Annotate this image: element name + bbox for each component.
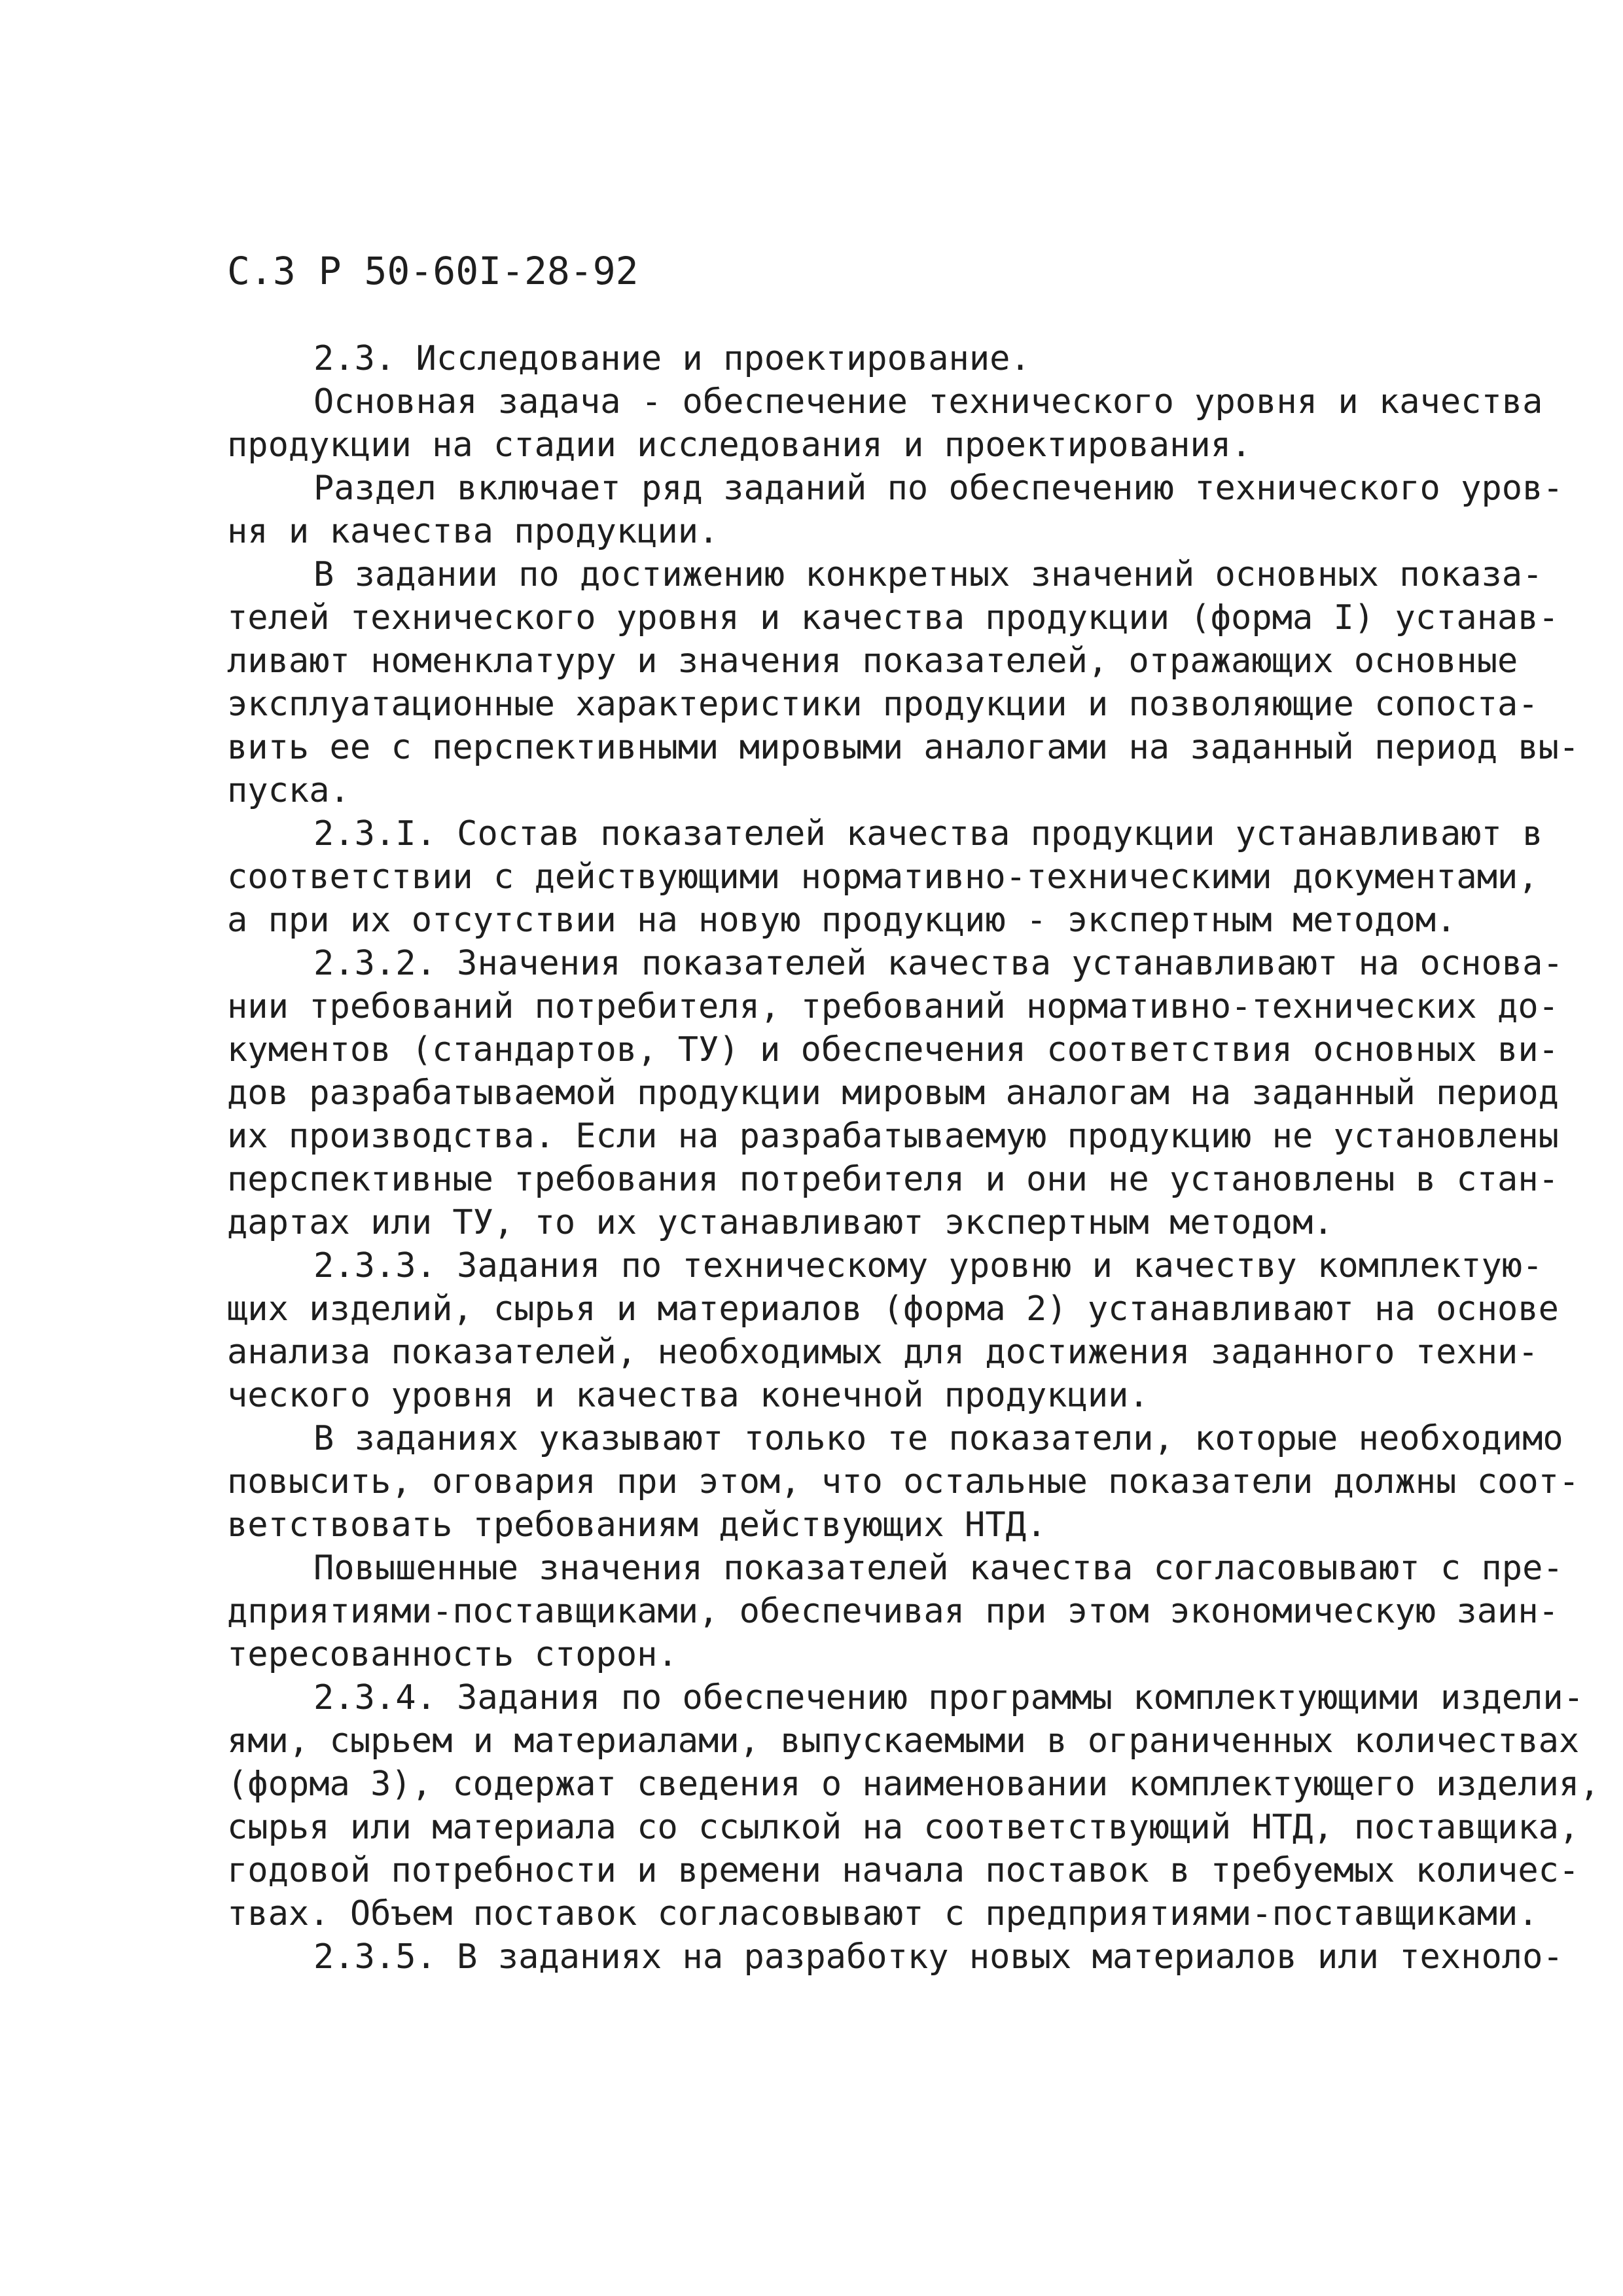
page-header: С.3 Р 50-60I-28-92 <box>227 249 639 293</box>
text-line: нии требований потребителя, требований нормативно-технических до- <box>227 987 1559 1026</box>
text-line: анализа показателей, необходимых для достижения заданного техни- <box>227 1333 1539 1372</box>
text-line: ливают номенклатуру и значения показателей, отражающих основные <box>227 641 1518 681</box>
document-body <box>227 337 1600 1979</box>
text-line: Раздел включает ряд заданий по обеспечению технического уров- <box>313 469 1563 508</box>
text-line: В задании по достижению конкретных значений основных показа- <box>313 555 1543 594</box>
text-line: соответствии с действующими нормативно-техническими документами, <box>227 857 1539 897</box>
text-line: 2.3.5. В заданиях на разработку новых материалов или техноло- <box>313 1937 1563 1977</box>
text-line: а при их отсутствии на новую продукцию - экспертным методом. <box>227 901 1457 940</box>
text-line: Повышенные значения показателей качества согласовывают с пре- <box>313 1549 1563 1588</box>
text-line: 2.3.3. Задания по техническому уровню и качеству комплектую- <box>313 1246 1543 1285</box>
text-line: телей технического уровня и качества продукции (форма I) устанав- <box>227 598 1559 637</box>
text-line: дприятиями-поставщиками, обеспечивая при этом экономическую заин- <box>227 1592 1559 1631</box>
text-line: В заданиях указывают только те показатели, которые необходимо <box>313 1419 1563 1458</box>
text-line: ями, сырьем и материалами, выпускаемыми в ограниченных количествах <box>227 1721 1580 1761</box>
text-line: Основная задача - обеспечение технического уровня и качества <box>313 382 1543 422</box>
text-line: (форма 3), содержат сведения о наименовании комплектующего изделия, <box>227 1765 1600 1804</box>
text-line: сырья или материала со ссылкой на соответствующий НТД, поставщика, <box>227 1808 1580 1847</box>
text-line: дартах или ТУ, то их устанавливают экспертным методом. <box>227 1203 1334 1242</box>
text-line: пуска. <box>227 771 350 810</box>
text-line: 2.3. Исследование и проектирование. <box>313 339 1031 378</box>
text-line: ня и качества продукции. <box>227 512 719 551</box>
text-line: 2.3.2. Значения показателей качества устанавливают на основа- <box>313 944 1563 983</box>
text-line: их производства. Если на разрабатываемую продукцию не установлены <box>227 1117 1559 1156</box>
text-line: ческого уровня и качества конечной продукции. <box>227 1376 1149 1415</box>
text-line: годовой потребности и времени начала поставок в требуемых количес- <box>227 1851 1580 1890</box>
text-line: 2.3.I. Состав показателей качества продукции устанавливают в <box>313 814 1543 853</box>
text-line: твах. Объем поставок согласовывают с предприятиями-поставщиками. <box>227 1894 1539 1933</box>
text-line: дов разрабатываемой продукции мировым аналогам на заданный период <box>227 1073 1559 1113</box>
text-line: 2.3.4. Задания по обеспечению программы комплектующими издели- <box>313 1678 1584 1717</box>
text-line: перспективные требования потребителя и они не установлены в стан- <box>227 1160 1559 1199</box>
text-line: вить ее с перспективными мировыми аналогами на заданный период вы- <box>227 728 1580 767</box>
text-line: ветствовать требованиям действующих НТД. <box>227 1505 1047 1545</box>
text-line: кументов (стандартов, ТУ) и обеспечения соответствия основных ви- <box>227 1030 1559 1069</box>
text-line: продукции на стадии исследования и проектирования. <box>227 425 1252 465</box>
text-line: повысить, оговария при этом, что остальные показатели должны соот- <box>227 1462 1580 1501</box>
text-line: эксплуатационные характеристики продукции и позволяющие сопоста- <box>227 685 1539 724</box>
text-line: щих изделий, сырья и материалов (форма 2) устанавливают на основе <box>227 1289 1559 1329</box>
text-line: тересованность сторон. <box>227 1635 678 1674</box>
